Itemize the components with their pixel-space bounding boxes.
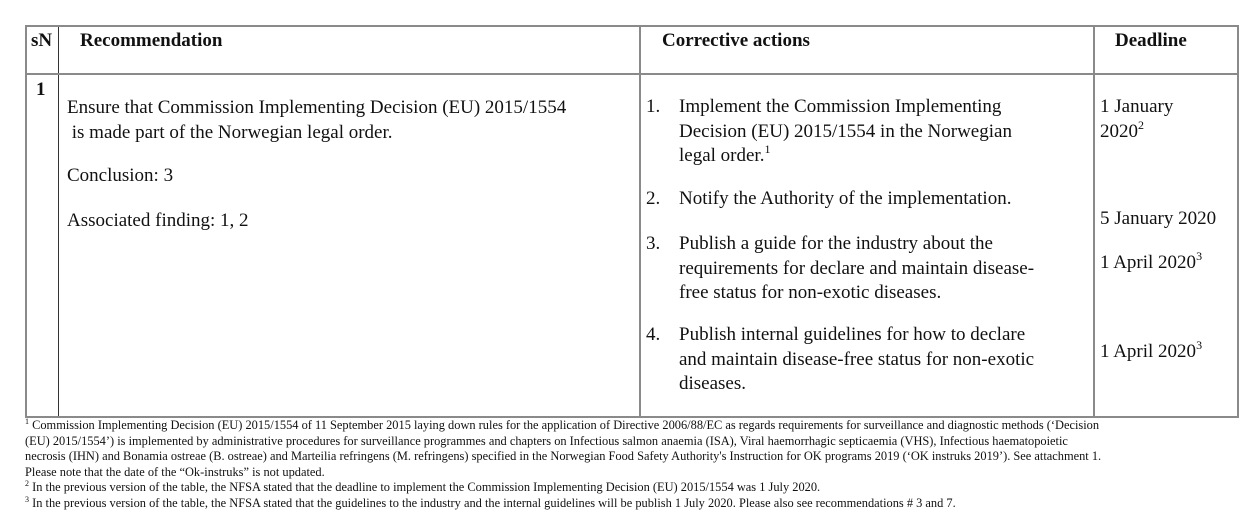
row-sn: 1 (36, 79, 46, 100)
footnote-text: In the previous version of the table, the NFSA stated that the deadline to implement the Commission Implementing Decision (EU) 2015/1554 was 1 July 2020. (29, 480, 821, 494)
column-divider-sn (58, 27, 59, 416)
footnote-text: (EU) 2015/1554’) is implemented by administrative procedures for surveillance programmes and chapters on Infectious salmon anaemia (ISA), Viral haemorrhagic septicaemia (VHS), Infectious haematopoietic (25, 433, 1068, 448)
action-text: free status for non-exotic diseases. (679, 282, 942, 303)
corrective-action-4 (646, 323, 1086, 397)
action-text: requirements for declare and maintain disease- (679, 257, 1035, 279)
deadline-3 (1100, 251, 1240, 276)
deadline-2 (1100, 207, 1240, 232)
deadline-1 (1100, 95, 1240, 144)
action-text: Publish internal guidelines for how to declare (679, 324, 1026, 345)
deadline-text: 1 April 2020 (1100, 341, 1197, 362)
action-text: legal order. (679, 145, 765, 166)
footnote-1 (25, 418, 1245, 480)
action-text: Publish a guide for the industry about the (679, 233, 993, 254)
deadline-text: 5 January 2020 (1100, 208, 1217, 229)
action-number: 3. (646, 233, 661, 254)
conclusion: Conclusion: 3 (67, 165, 174, 186)
header-divider (27, 73, 1237, 75)
corrective-action-2 (646, 187, 1086, 212)
header-deadline: Deadline (1115, 30, 1187, 51)
action-number: 4. (646, 324, 661, 345)
column-divider-recommendation (639, 27, 641, 416)
deadline-text: 2020 (1100, 120, 1138, 142)
recommendations-table (25, 25, 1239, 418)
header-corrective-actions: Corrective actions (662, 30, 810, 51)
header-sn: sN (31, 30, 53, 51)
action-text: Implement the Commission Implementing (679, 96, 1002, 117)
footnote-text: Please note that the date of the “Ok-instruks” is not updated. (25, 464, 325, 479)
deadline-4 (1100, 340, 1240, 365)
recommendation-text: Ensure that Commission Implementing Decision (EU) 2015/1554 (67, 97, 567, 118)
action-text: Notify the Authority of the implementation. (679, 188, 1012, 209)
footnote-ref-2[interactable]: 2 (1138, 117, 1144, 132)
footnote-ref-3[interactable]: 3 (1196, 338, 1203, 352)
associated-finding: Associated finding: 1, 2 (67, 209, 249, 231)
footnote-text: necrosis (IHN) and Bonamia ostreae (B. ostreae) and Marteilia refringens (M. refringens) specified in the Norwegian Food Safety Authority's Instruction for OK programs 2019 (‘OK instruks 2019’). See attachment 1. (25, 449, 1102, 463)
header-recommendation: Recommendation (80, 30, 223, 51)
action-number: 2. (646, 188, 661, 209)
footnote-marker: 3 (25, 494, 29, 504)
footnote-marker: 2 (25, 479, 29, 488)
footnote-text: In the previous version of the table, the NFSA stated that the guidelines to the industry and the internal guidelines will be publish 1 July 2020. Please also see recommendations # 3 and 7. (29, 495, 956, 510)
action-text: Decision (EU) 2015/1554 in the Norwegian (679, 120, 1012, 142)
column-divider-corrective (1093, 27, 1095, 416)
footnote-ref-1[interactable]: 1 (764, 142, 771, 156)
action-text: and maintain disease-free status for non-exotic (679, 348, 1035, 370)
deadline-text: 1 January (1100, 96, 1174, 117)
deadline-text: 1 April 2020 (1100, 252, 1197, 273)
recommendation-text-line2: is made part of the Norwegian legal order. (67, 121, 393, 143)
footnote-text: Commission Implementing Decision (EU) 2015/1554 of 11 September 2015 laying down rules for the application of Directive 2006/88/EC as regards requirements for surveillance and diagnostic methods (‘Decision (29, 418, 1100, 432)
footnote-marker: 1 (25, 417, 29, 426)
footnote-ref-3[interactable]: 3 (1196, 249, 1203, 263)
corrective-action-3 (646, 232, 1086, 306)
recommendation-cell (67, 96, 627, 253)
footnote-2 (25, 480, 1245, 496)
footnotes (25, 418, 1245, 511)
corrective-action-1 (646, 95, 1086, 169)
footnote-3 (25, 496, 1245, 512)
action-number: 1. (646, 96, 661, 117)
action-text: diseases. (679, 373, 747, 394)
